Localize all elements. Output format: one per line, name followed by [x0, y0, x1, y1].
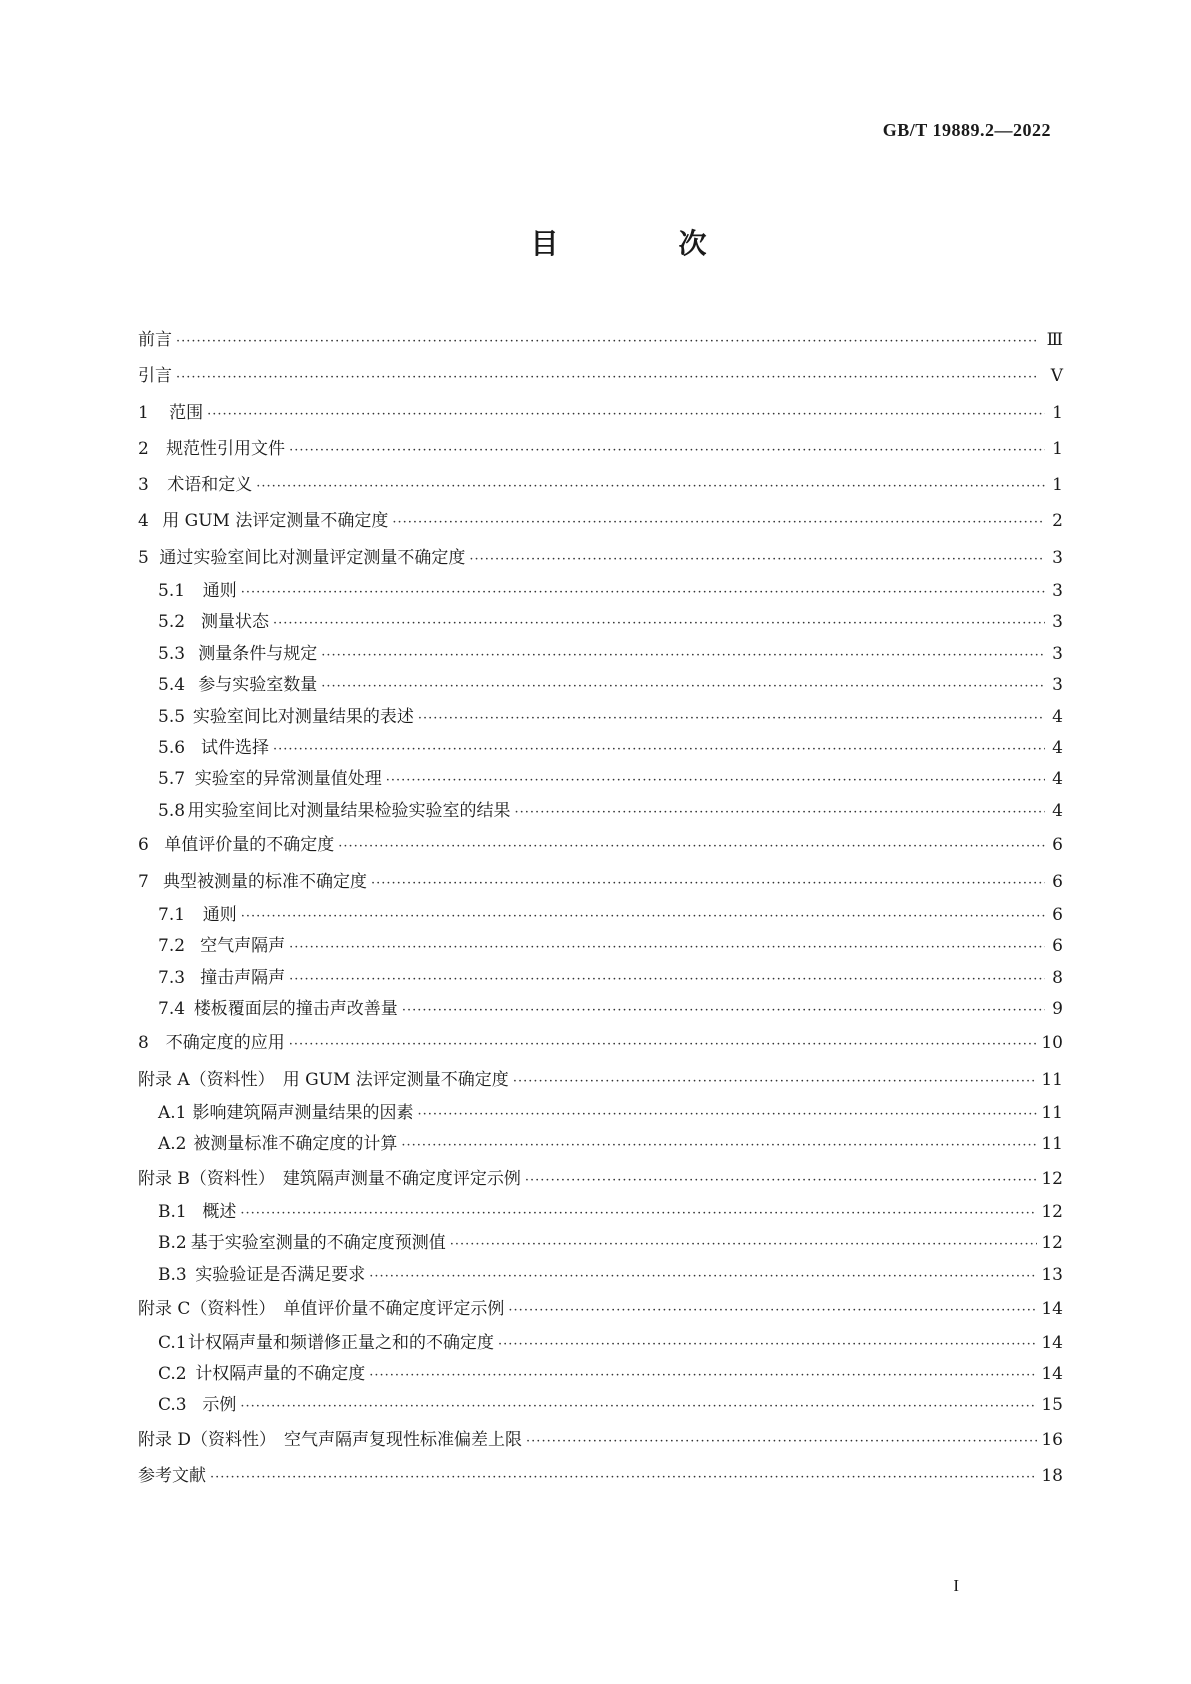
dot-leader [513, 1064, 1038, 1100]
toc-entry[interactable] [138, 431, 1063, 467]
toc-entry-title: 测量条件与规定 [198, 643, 318, 664]
toc-entry-page: 2 [1052, 511, 1063, 532]
dot-leader [371, 866, 1045, 902]
toc-entry-title: 参与实验室数量 [198, 675, 318, 696]
toc-entry-title: 计权隔声量的不确定度 [195, 1363, 366, 1384]
toc-entry[interactable] [138, 1025, 1063, 1061]
dot-leader [256, 469, 1045, 505]
dot-leader [176, 324, 1043, 360]
dot-leader [289, 964, 1045, 995]
toc-entry-page: Ⅴ [1050, 366, 1063, 387]
toc-entry[interactable] [138, 764, 1063, 795]
toc-entry-number: 8 [138, 1033, 149, 1054]
toc-entry-title: 引言 [138, 366, 172, 387]
toc-entry[interactable] [138, 1291, 1063, 1327]
toc-entry[interactable] [138, 1328, 1063, 1359]
toc-entry-title: 范围 [169, 402, 204, 423]
dot-leader [369, 1261, 1037, 1292]
toc-entry-number: 2 [138, 438, 149, 459]
table-of-contents [138, 322, 1063, 1494]
toc-entry-page: 14 [1041, 1363, 1063, 1384]
toc-entry[interactable] [138, 503, 1063, 539]
toc-entry-page: 15 [1041, 1395, 1063, 1416]
dot-leader [450, 1229, 1038, 1260]
toc-entry-page: 3 [1052, 581, 1063, 602]
toc-entry-title: 通则 [202, 581, 237, 602]
dot-leader [515, 797, 1045, 828]
dot-leader [402, 995, 1045, 1026]
toc-entry-page: 6 [1052, 904, 1063, 925]
toc-entry-page: 1 [1052, 438, 1063, 459]
dot-leader [273, 608, 1045, 639]
dot-leader [289, 932, 1045, 963]
toc-entry-number: 附录 D（资料性） [138, 1429, 277, 1450]
toc-entry-title: 概述 [202, 1202, 237, 1223]
toc-entry-number: 6 [138, 835, 149, 856]
toc-entry[interactable] [138, 322, 1063, 358]
toc-entry[interactable] [138, 931, 1063, 962]
toc-entry-page: 3 [1052, 612, 1063, 633]
toc-entry[interactable] [138, 1098, 1063, 1129]
dot-leader [418, 1099, 1038, 1130]
toc-entry[interactable] [138, 576, 1063, 607]
toc-entry-title: 建筑隔声测量不确定度评定示例 [282, 1168, 521, 1189]
toc-entry-number: B.2 [158, 1233, 187, 1254]
toc-entry-number: 附录 B（资料性） [138, 1168, 275, 1189]
toc-entry-title: 前言 [138, 330, 172, 350]
toc-entry-number: B.1 [158, 1202, 187, 1223]
toc-entry-title: 实验验证是否满足要求 [195, 1264, 366, 1285]
toc-entry-page: Ⅲ [1046, 330, 1063, 350]
toc-entry[interactable] [138, 1129, 1063, 1160]
toc-entry-page: 14 [1041, 1332, 1063, 1353]
toc-entry-number: 5.5 [158, 706, 186, 727]
toc-entry-page: 4 [1052, 738, 1063, 759]
toc-entry-number: 7.1 [158, 904, 186, 925]
dot-leader [338, 829, 1045, 865]
toc-entry-page: 11 [1041, 1069, 1063, 1090]
toc-entry[interactable] [138, 358, 1063, 394]
dot-leader [386, 765, 1045, 796]
toc-entry-number: 附录 A（资料性） [138, 1069, 275, 1090]
toc-entry-number: 7 [138, 871, 149, 892]
toc-entry-title: 基于实验室测量的不确定度预测值 [190, 1233, 446, 1254]
toc-entry-number: A.1 [158, 1102, 187, 1123]
toc-entry-page: 14 [1041, 1299, 1063, 1320]
toc-entry-page: 12 [1041, 1202, 1063, 1223]
toc-entry-page: 4 [1052, 706, 1063, 727]
toc-entry[interactable] [138, 395, 1063, 431]
toc-entry[interactable] [138, 670, 1063, 701]
toc-entry-number: 附录 C（资料性） [138, 1299, 276, 1320]
toc-entry-number: 7.4 [158, 998, 186, 1019]
page-number: I [953, 1576, 959, 1595]
toc-entry-title: 典型被测量的标准不确定度 [163, 871, 368, 892]
toc-entry-number: 5.3 [158, 643, 186, 664]
toc-entry-title: 影响建筑隔声测量结果的因素 [192, 1102, 414, 1123]
toc-entry-number: 5 [138, 547, 149, 568]
toc-entry-title: 规范性引用文件 [166, 438, 286, 459]
toc-entry-number: 7.2 [158, 936, 186, 957]
toc-entry-title: 被测量标准不确定度的计算 [193, 1134, 398, 1155]
dot-leader [289, 1027, 1038, 1063]
toc-entry[interactable] [138, 1161, 1063, 1197]
toc-entry[interactable] [138, 540, 1063, 576]
toc-entry-number: 5.7 [158, 769, 186, 790]
toc-entry-number: 5.6 [158, 738, 186, 759]
toc-entry-page: 11 [1041, 1102, 1063, 1123]
toc-entry[interactable] [138, 1228, 1063, 1259]
toc-entry-title: 用 GUM 法评定测量不确定度 [162, 511, 389, 532]
toc-entry[interactable] [138, 994, 1063, 1025]
toc-entry-title: 计权隔声量和频谱修正量之和的不确定度 [188, 1332, 495, 1353]
dot-leader [241, 577, 1045, 608]
toc-entry-page: 12 [1041, 1168, 1063, 1189]
toc-entry[interactable] [138, 827, 1063, 863]
dot-leader [418, 703, 1045, 734]
toc-entry-page: 13 [1041, 1264, 1063, 1285]
toc-entry-page: 12 [1041, 1233, 1063, 1254]
toc-entry-number: B.3 [158, 1264, 187, 1285]
dot-leader [525, 1163, 1037, 1199]
toc-entry-number: C.3 [158, 1395, 187, 1416]
toc-entry-number: A.2 [158, 1134, 187, 1155]
toc-entry-title: 试件选择 [200, 738, 269, 759]
toc-entry-title: 楼板覆面层的撞击声改善量 [193, 998, 398, 1019]
toc-entry[interactable] [138, 796, 1063, 827]
toc-entry[interactable] [138, 1422, 1063, 1458]
toc-entry-page: 3 [1052, 675, 1063, 696]
toc-entry-page: 11 [1041, 1134, 1063, 1155]
dot-leader [469, 542, 1045, 578]
toc-entry-title: 空气声隔声复现性标准偏差上限 [284, 1429, 523, 1450]
toc-entry-title: 单值评价量的不确定度 [164, 835, 335, 856]
toc-entry-title: 实验室的异常测量值处理 [194, 769, 382, 790]
toc-entry[interactable] [138, 963, 1063, 994]
dot-leader [508, 1293, 1037, 1329]
toc-entry[interactable] [138, 1260, 1063, 1291]
toc-entry-title: 用实验室间比对测量结果检验实验室的结果 [187, 800, 511, 821]
toc-entry[interactable] [138, 1390, 1063, 1421]
toc-entry[interactable] [138, 1359, 1063, 1390]
toc-entry-page: 6 [1052, 936, 1063, 957]
toc-entry-page: 4 [1052, 800, 1063, 821]
dot-leader [401, 1130, 1037, 1161]
toc-entry-page: 4 [1052, 769, 1063, 790]
toc-entry-number: 5.8 [158, 800, 186, 821]
dot-leader [273, 734, 1045, 765]
dot-leader [241, 901, 1045, 932]
toc-entry-number: 1 [138, 402, 149, 423]
toc-entry-title: 测量状态 [200, 612, 269, 633]
toc-entry-page: 18 [1041, 1465, 1063, 1486]
toc-entry-title: 示例 [202, 1395, 237, 1416]
dot-leader [207, 397, 1045, 433]
toc-entry[interactable] [138, 733, 1063, 764]
dot-leader [289, 433, 1045, 469]
toc-entry-title: 参考文献 [138, 1465, 206, 1486]
dot-leader [498, 1329, 1037, 1360]
toc-entry-title: 实验室间比对测量结果的表述 [192, 706, 414, 727]
toc-entry[interactable] [138, 1458, 1063, 1494]
toc-entry-page: 9 [1052, 998, 1063, 1019]
dot-leader [369, 1360, 1037, 1391]
toc-entry-page: 10 [1041, 1033, 1063, 1054]
dot-leader [392, 505, 1045, 541]
toc-entry-page: 6 [1052, 871, 1063, 892]
dot-leader [176, 360, 1045, 396]
toc-entry-number: 5.2 [158, 612, 186, 633]
toc-entry-page: 3 [1052, 643, 1063, 664]
toc-entry-page: 3 [1052, 547, 1063, 568]
toc-entry[interactable] [138, 1062, 1063, 1098]
dot-leader [210, 1460, 1037, 1496]
toc-entry-title: 用 GUM 法评定测量不确定度 [282, 1069, 509, 1090]
dot-leader [240, 1198, 1037, 1229]
toc-entry[interactable] [138, 900, 1063, 931]
toc-entry-title: 单值评价量不确定度评定示例 [283, 1299, 505, 1320]
toc-entry-number: 4 [138, 511, 149, 532]
toc-entry[interactable] [138, 639, 1063, 670]
toc-entry-page: 16 [1041, 1429, 1063, 1450]
toc-entry-number: C.1 [158, 1332, 187, 1353]
toc-entry[interactable] [138, 607, 1063, 638]
toc-entry[interactable] [138, 1197, 1063, 1228]
dot-leader [321, 640, 1045, 671]
toc-entry-number: C.2 [158, 1363, 187, 1384]
toc-entry-page: 1 [1052, 402, 1063, 423]
toc-entry-title: 通则 [202, 904, 237, 925]
toc-entry-title: 空气声隔声 [200, 936, 286, 957]
toc-entry-page: 1 [1052, 475, 1063, 496]
toc-entry-title: 术语和定义 [167, 475, 253, 496]
standard-number: GB/T 19889.2—2022 [882, 120, 1051, 140]
toc-entry-title: 通过实验室间比对测量评定测量不确定度 [159, 547, 466, 568]
toc-entry-number: 7.3 [158, 967, 186, 988]
toc-entry[interactable] [138, 702, 1063, 733]
dot-leader [321, 671, 1045, 702]
toc-entry[interactable] [138, 467, 1063, 503]
toc-entry-title: 不确定度的应用 [165, 1033, 285, 1054]
toc-entry-number: 5.1 [158, 581, 186, 602]
toc-entry[interactable] [138, 864, 1063, 900]
toc-entry-number: 3 [138, 475, 149, 496]
page-title: 目 次 [530, 227, 753, 260]
toc-entry-page: 6 [1052, 835, 1063, 856]
toc-entry-number: 5.4 [158, 675, 186, 696]
toc-entry-page: 8 [1052, 967, 1063, 988]
toc-entry-title: 撞击声隔声 [200, 967, 286, 988]
dot-leader [240, 1391, 1037, 1422]
dot-leader [526, 1424, 1037, 1460]
